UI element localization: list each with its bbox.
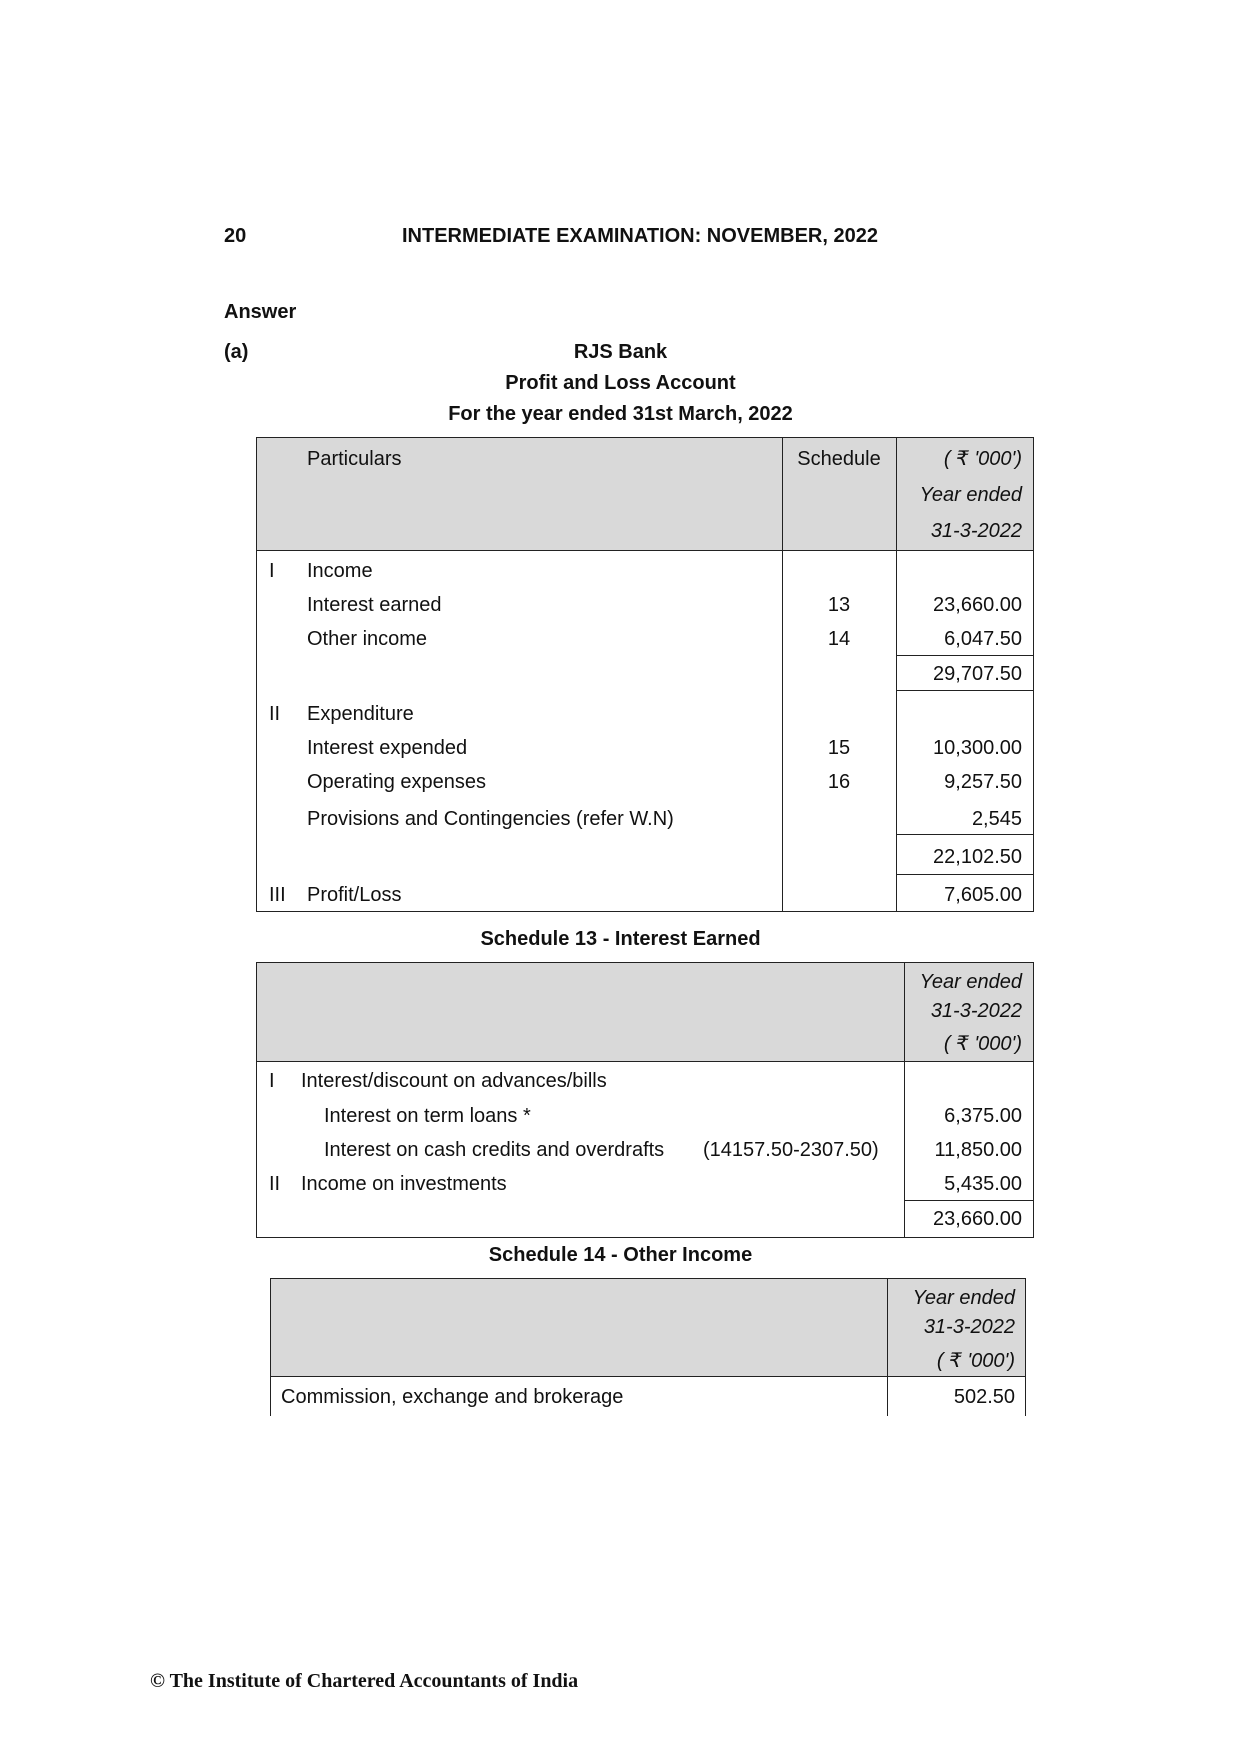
row-amount: 23,660.00 bbox=[933, 594, 1022, 616]
schedule-14-table bbox=[270, 1278, 1026, 1416]
subtotal-rule bbox=[896, 834, 1033, 835]
section-total: 22,102.50 bbox=[933, 846, 1022, 868]
col-header-date: 31-3-2022 bbox=[923, 1316, 1015, 1338]
schedule-13-title: Schedule 13 - Interest Earned bbox=[480, 928, 761, 950]
col-header-unit: ( ₹ '000') bbox=[936, 1350, 1015, 1372]
page-number: 20 bbox=[224, 225, 247, 247]
col-header-year: Year ended bbox=[919, 484, 1022, 506]
subtotal-rule bbox=[904, 1200, 1033, 1201]
col-header-date: 31-3-2022 bbox=[930, 520, 1022, 542]
profit-loss-amount: 7,605.00 bbox=[944, 884, 1022, 906]
row-amount: 9,257.50 bbox=[944, 771, 1022, 793]
row-label: Interest on cash credits and overdrafts bbox=[324, 1139, 665, 1161]
row-amount: 10,300.00 bbox=[933, 737, 1022, 759]
row-amount: 502.50 bbox=[953, 1386, 1015, 1408]
section-number: III bbox=[269, 884, 286, 906]
part-label: (a) bbox=[224, 341, 249, 363]
statement-period: For the year ended 31st March, 2022 bbox=[448, 403, 793, 425]
col-header-date: 31-3-2022 bbox=[930, 1000, 1022, 1022]
row-label: Other income bbox=[307, 628, 428, 650]
header-rule bbox=[270, 1376, 1026, 1377]
exam-title: INTERMEDIATE EXAMINATION: NOVEMBER, 2022 bbox=[402, 225, 878, 247]
header-rule bbox=[257, 1061, 1033, 1062]
row-label: Commission, exchange and brokerage bbox=[281, 1386, 624, 1408]
answer-label: Answer bbox=[224, 301, 297, 323]
row-label: Interest expended bbox=[307, 737, 468, 759]
col-header-year: Year ended bbox=[912, 1287, 1015, 1309]
row-amount: 6,375.00 bbox=[944, 1105, 1022, 1127]
row-amount: 11,850.00 bbox=[934, 1139, 1022, 1161]
row-label: Interest on term loans * bbox=[324, 1105, 531, 1127]
subtotal-rule bbox=[896, 690, 1033, 691]
row-amount: 5,435.00 bbox=[944, 1173, 1022, 1195]
col-header-year: Year ended bbox=[919, 971, 1022, 993]
subtotal-rule bbox=[896, 655, 1033, 656]
row-amount: 2,545 bbox=[971, 808, 1022, 830]
row-label: Interest earned bbox=[307, 594, 442, 616]
bank-name: RJS Bank bbox=[573, 341, 668, 363]
row-schedule: 15 bbox=[827, 737, 851, 759]
row-schedule: 13 bbox=[827, 594, 851, 616]
col-header-particulars: Particulars bbox=[307, 448, 402, 470]
col-header-schedule: Schedule bbox=[797, 448, 881, 470]
row-label: Interest/discount on advances/bills bbox=[301, 1070, 607, 1092]
schedule-total: 23,660.00 bbox=[933, 1208, 1022, 1230]
section-label: Profit/Loss bbox=[307, 884, 402, 906]
schedule-13-table bbox=[256, 962, 1034, 1238]
header-rule bbox=[257, 550, 1033, 551]
section-label: Income bbox=[307, 560, 373, 582]
col-header-unit: ( ₹ '000') bbox=[943, 1033, 1022, 1055]
section-total: 29,707.50 bbox=[933, 663, 1022, 685]
copyright-footer: © The Institute of Chartered Accountants of India bbox=[150, 1670, 579, 1692]
profit-loss-table bbox=[256, 437, 1034, 912]
section-label: Expenditure bbox=[307, 703, 414, 725]
row-schedule: 14 bbox=[827, 628, 851, 650]
section-number: II bbox=[269, 1173, 281, 1195]
row-label: Operating expenses bbox=[307, 771, 487, 793]
section-number: I bbox=[269, 560, 275, 582]
table-border bbox=[1025, 1278, 1026, 1416]
row-label: Provisions and Contingencies (refer W.N) bbox=[307, 808, 674, 830]
row-calculation: (14157.50-2307.50) bbox=[703, 1139, 879, 1161]
section-number: I bbox=[269, 1070, 275, 1092]
section-number: II bbox=[269, 703, 281, 725]
column-divider bbox=[782, 438, 783, 911]
row-amount: 6,047.50 bbox=[944, 628, 1022, 650]
col-header-unit: ( ₹ '000') bbox=[943, 448, 1022, 470]
schedule-14-title: Schedule 14 - Other Income bbox=[488, 1244, 753, 1266]
row-schedule: 16 bbox=[827, 771, 851, 793]
row-label: Income on investments bbox=[301, 1173, 507, 1195]
subtotal-rule bbox=[896, 874, 1033, 875]
statement-title: Profit and Loss Account bbox=[505, 372, 736, 394]
